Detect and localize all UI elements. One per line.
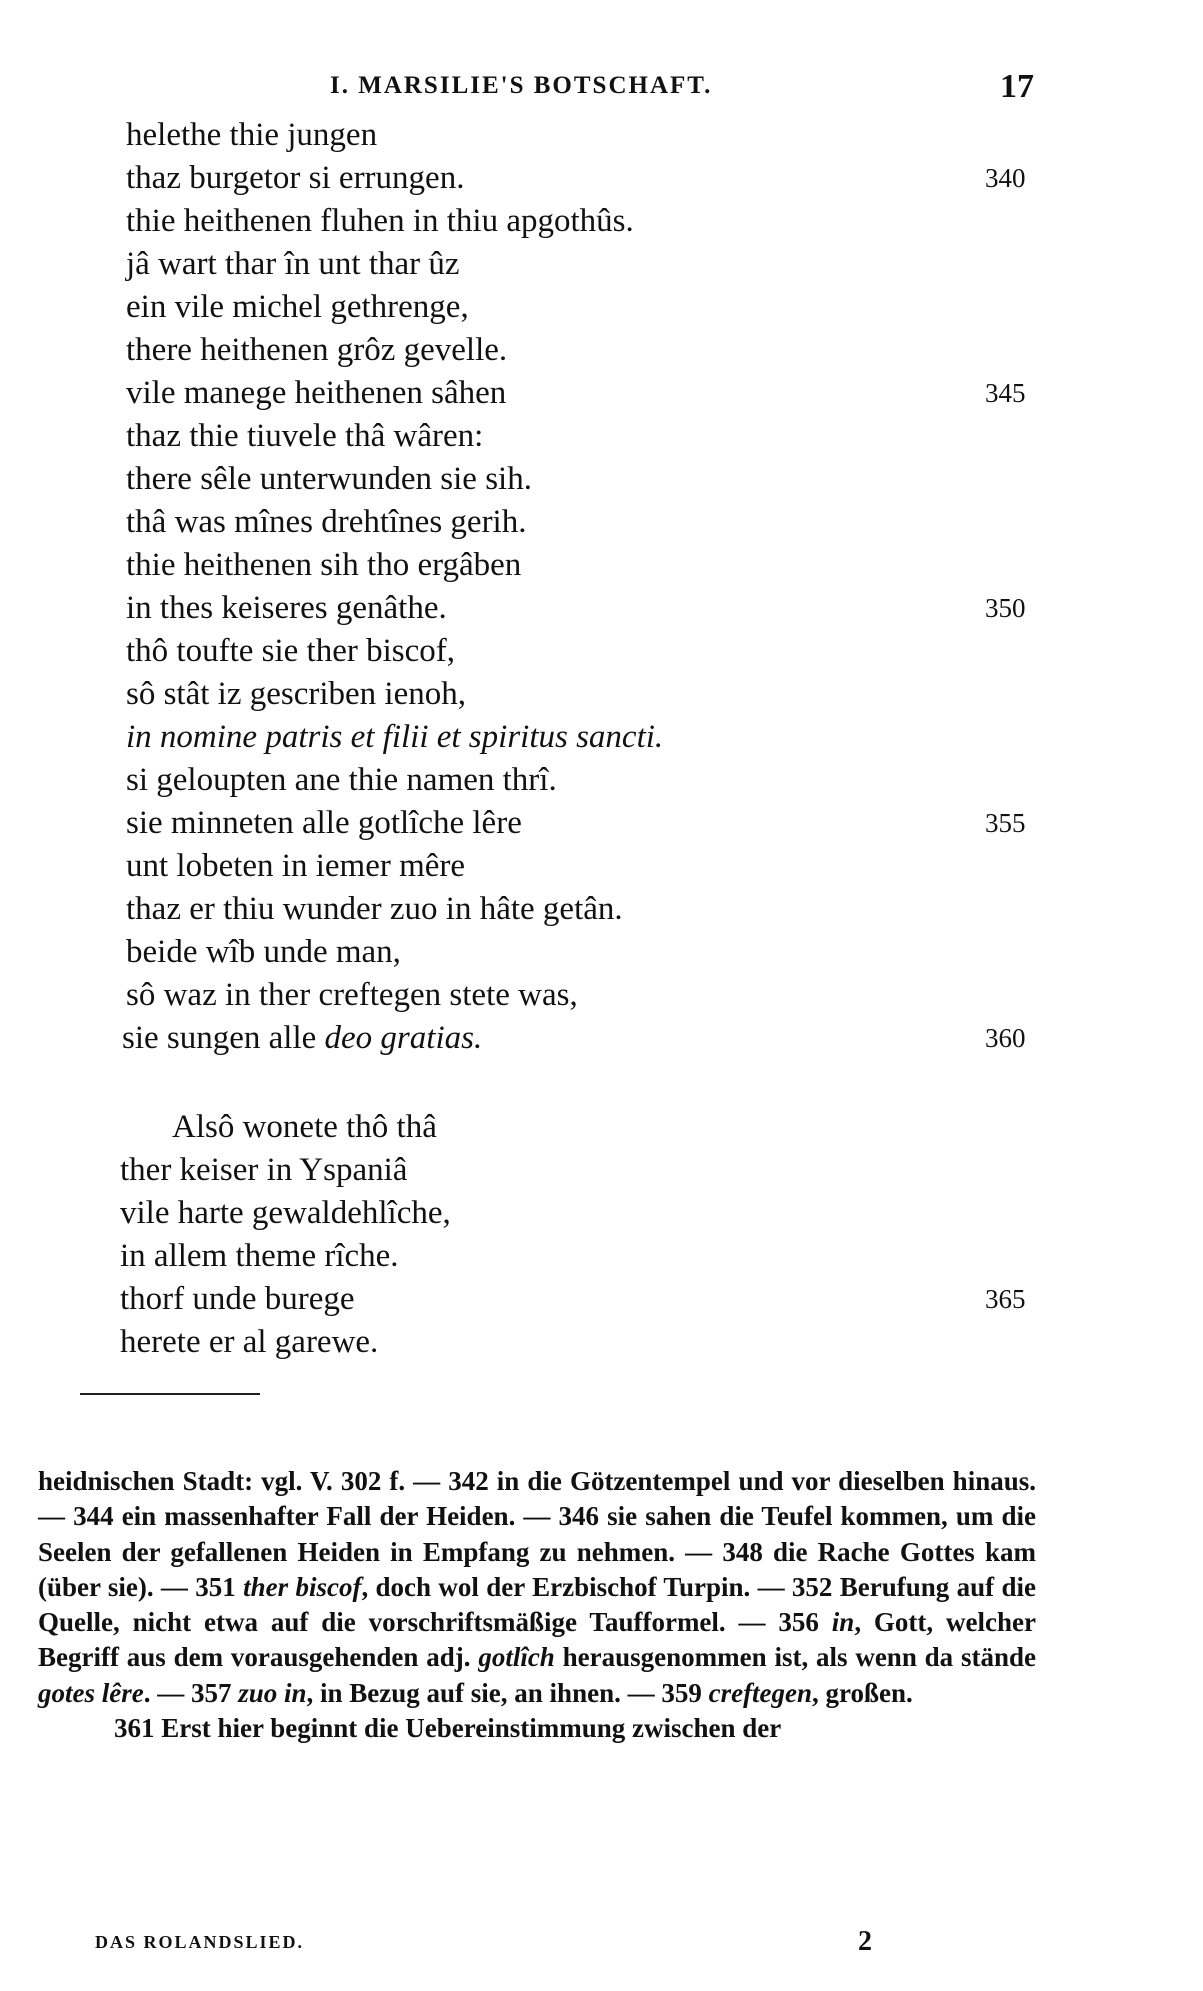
verse-text: thaz er thiu wunder zuo in hâte getân. bbox=[126, 891, 623, 927]
verse-line bbox=[0, 243, 1203, 286]
verse-text: vile manege heithenen sâhen bbox=[126, 375, 507, 411]
verse-line bbox=[0, 544, 1203, 587]
verse-line bbox=[0, 1149, 1203, 1192]
footnote-paragraph: heidnischen Stadt: vgl. V. 302 f. — 342 in die Götzentempel und vor dieselben hinaus. — 344 ein massenhafter Fall der Heiden. — 346 sie sahen die Teufel kommen, um die Seelen der gefallenen Heiden in Empfang zu nehmen. — 348 die Rache Gottes kam (über sie). — 351 ther biscof, doch wol der Erzbischof Turpin. — 352 Berufung auf die Quelle, nicht etwa auf die vorschriftsmäßige Taufformel. — 356 in, Gott, welcher Begriff aus dem vorausgehenden adj. gotlîch herausgenommen ist, als wenn da stände gotes lêre. — 357 zuo in, in Bezug auf sie, an ihnen. — 359 creftegen, großen. bbox=[38, 1466, 1036, 1708]
verse-text: sie sungen alle bbox=[122, 1020, 325, 1056]
page-footer bbox=[0, 1926, 1203, 1960]
line-number: 365 bbox=[985, 1284, 1026, 1314]
verse-text: thâ was mînes drehtînes gerih. bbox=[126, 504, 527, 540]
verse-text: unt lobeten in iemer mêre bbox=[126, 848, 466, 884]
verse-text: helethe thie jungen bbox=[126, 117, 378, 153]
verse-text: jâ wart thar în unt thar ûz bbox=[126, 246, 460, 282]
verse-text: in nomine patris et filii et spiritus sancti. bbox=[126, 719, 664, 755]
verse-text: vile harte gewaldehlîche, bbox=[120, 1195, 451, 1231]
line-number: 355 bbox=[985, 808, 1026, 838]
verse-line bbox=[0, 415, 1203, 458]
verse-line bbox=[0, 1278, 1203, 1321]
line-number: 345 bbox=[985, 378, 1026, 408]
verse-line bbox=[0, 286, 1203, 329]
verse-text: there sêle unterwunden sie sih. bbox=[126, 461, 532, 497]
verse-text: sô waz in ther creftegen stete was, bbox=[126, 977, 578, 1013]
verse-line bbox=[0, 458, 1203, 501]
verse-line bbox=[0, 759, 1203, 802]
verse-line bbox=[0, 157, 1203, 200]
verse-text: there heithenen grôz gevelle. bbox=[126, 332, 508, 368]
verse-line bbox=[0, 931, 1203, 974]
verse-text: Alsô wonete thô thâ bbox=[172, 1109, 437, 1145]
verse-text: thaz thie tiuvele thâ wâren: bbox=[126, 418, 484, 454]
footnotes bbox=[38, 1464, 1036, 1746]
line-number: 350 bbox=[985, 593, 1026, 623]
verse-line bbox=[0, 501, 1203, 544]
verse-line bbox=[0, 630, 1203, 673]
verse-line bbox=[0, 716, 1203, 759]
verse-line bbox=[0, 1235, 1203, 1278]
verse-text: in allem theme rîche. bbox=[120, 1238, 399, 1274]
verse-text: thaz burgetor si errungen. bbox=[126, 160, 465, 196]
verse-text: sie minneten alle gotlîche lêre bbox=[126, 805, 522, 841]
running-title: I. MARSILIE'S BOTSCHAFT. bbox=[330, 72, 713, 99]
verse-text: thô toufte sie ther biscof, bbox=[126, 633, 456, 669]
sheet-number: 2 bbox=[858, 1926, 872, 1957]
verse-text: thie heithenen sih tho ergâben bbox=[126, 547, 522, 583]
verse-line bbox=[0, 200, 1203, 243]
line-number: 360 bbox=[985, 1023, 1026, 1053]
verse-text: thie heithenen fluhen in thiu apgothûs. bbox=[126, 203, 634, 239]
verse-line bbox=[0, 114, 1203, 157]
verse-text: in thes keiseres genâthe. bbox=[126, 590, 447, 626]
verse-text: thorf unde burege bbox=[120, 1281, 355, 1317]
verse-line bbox=[0, 1106, 1203, 1149]
verse-line bbox=[0, 329, 1203, 372]
verse-text: ther keiser in Yspaniâ bbox=[120, 1152, 408, 1188]
verse-text: sô stât iz gescriben ienoh, bbox=[126, 676, 466, 712]
verse-text: ein vile michel gethrenge, bbox=[126, 289, 469, 325]
verse-text: si geloupten ane thie namen thrî. bbox=[126, 762, 557, 798]
verse-block-main bbox=[0, 114, 1203, 1017]
line-number: 340 bbox=[985, 163, 1026, 193]
verse-block-second bbox=[0, 1106, 1203, 1364]
verse-line bbox=[0, 888, 1203, 931]
verse-line bbox=[0, 802, 1203, 845]
verse-line bbox=[0, 845, 1203, 888]
verse-text: beide wîb unde man, bbox=[126, 934, 401, 970]
verse-line bbox=[0, 1192, 1203, 1235]
verse-text-italic: deo gratias. bbox=[324, 1020, 483, 1056]
verse-line bbox=[0, 1321, 1203, 1364]
page-number: 17 bbox=[1000, 68, 1034, 105]
verse-line-360 bbox=[0, 1017, 1203, 1060]
footnote-rule bbox=[80, 1393, 260, 1395]
verse-line bbox=[0, 974, 1203, 1017]
verse-line bbox=[0, 372, 1203, 415]
page-header bbox=[0, 68, 1203, 108]
verse-line bbox=[0, 587, 1203, 630]
verse-line bbox=[0, 673, 1203, 716]
footnote-paragraph: 361 Erst hier beginnt die Uebereinstimmung zwischen der bbox=[114, 1713, 782, 1744]
signature-mark: DAS ROLANDSLIED. bbox=[95, 1932, 305, 1952]
verse-text: herete er al garewe. bbox=[120, 1324, 379, 1360]
